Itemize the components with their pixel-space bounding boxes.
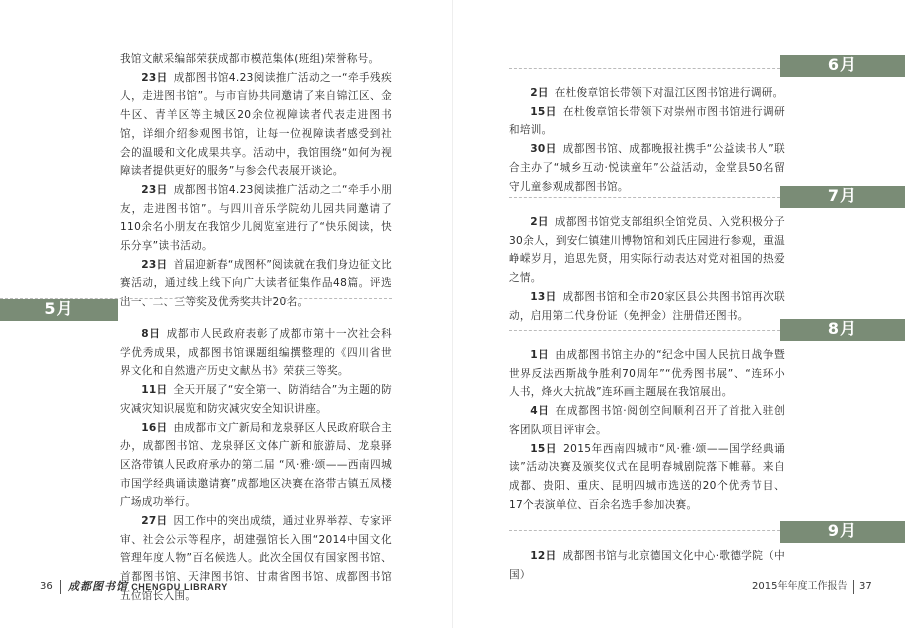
left-page-number: 36 — [40, 581, 53, 592]
entry-text: 在杜俊章馆长带领下对温江区图书馆进行调研。 — [554, 87, 784, 99]
month-tab-august: 8月 — [780, 319, 905, 341]
month-divider — [509, 530, 785, 532]
entry-date: 2日 — [530, 216, 549, 228]
june-section — [509, 84, 785, 196]
entry-text: 全天开展了“安全第一、防消结合”为主题的防灾减灾知识展览和防灾减灾安全知识讲座。 — [120, 384, 392, 415]
list-item — [509, 103, 785, 140]
entry-text: 在杜俊章馆长带领下对崇州市图书馆进行调研和培训。 — [509, 105, 785, 137]
list-item — [509, 84, 785, 103]
list-item — [120, 181, 392, 256]
entry-date: 15日 — [530, 105, 557, 118]
august-section — [509, 346, 785, 514]
month-tab-july: 7月 — [780, 186, 905, 208]
entry-text: 首届迎新春“成图杯”阅读就在我们身边征文比赛活动，通过线上线下向广大读者征集作品48篇。评选出一、二、三等奖及优秀奖共计20名。 — [120, 258, 392, 309]
list-item — [509, 346, 785, 402]
september-section — [509, 547, 785, 584]
list-item — [509, 402, 785, 439]
report-title: 2015年年度工作报告 — [752, 581, 848, 592]
list-item — [120, 325, 392, 381]
entry-text: 由成都市文广新局和龙泉驿区人民政府联合主办，成都图书馆、龙泉驿区文体广新和旅游局、龙泉驿区洛带镇人民政府承办的第二届 “风·雅·颂——西南四城市国学经典诵读邀请赛”成都地区决赛在洛带古镇五凤楼广场成功举行。 — [120, 421, 392, 509]
entry-text: 成都图书馆4.23阅读推广活动之一“牵手残疾人，走进图书馆”。与市盲协共同邀请了来自锦江区、金牛区、青羊区等主城区20余位视障读者代表走进图书馆，详细介绍参观图书馆，让每一位视障读者感受到社会的温暖和文化成果共享。活动中，我馆围绕“如何为视障读者提供更好的服务”与参会代表展开谈论。 — [120, 71, 392, 178]
entry-date: 27日 — [141, 515, 168, 528]
list-item — [509, 547, 785, 584]
month-divider — [509, 330, 785, 332]
list-item — [509, 213, 785, 288]
entry-date: 23日 — [141, 258, 168, 271]
entry-text: 2015年西南四城市“风·雅·颂——国学经典诵读”活动决赛及颁奖仪式在昆明春城剧院落下帷幕。来自成都、贵阳、重庆、昆明四城市选送的20个优秀节目、17个表演单位、百余名选手参加决赛。 — [509, 442, 785, 511]
list-item — [509, 140, 785, 196]
entry-text: 因工作中的突出成绩，通过业界举荐、专家评审、社会公示等程序，胡建强馆长入围“2014中国文化管理年度人物”百名候选人。此次全国仅有国家图书馆、首都图书馆、天津图书馆、甘肃省图书馆、成都图书馆五位馆长入围。 — [120, 515, 392, 602]
logo-chinese: 成都图书馆 — [68, 580, 128, 593]
entry-date: 11日 — [141, 384, 168, 397]
entry-date: 8日 — [141, 328, 161, 340]
entry-date: 13日 — [530, 290, 557, 303]
july-section — [509, 213, 785, 325]
list-item — [509, 440, 785, 515]
entry-text: 成都图书馆党支部组织全馆党员、入党积极分子30余人，到安仁镇建川博物馆和刘氏庄园进行参观，重温峥嵘岁月，追思先贤，用实际行动表达对党对祖国的热爱之情。 — [509, 216, 785, 285]
entry-text: 成都图书馆和全市20家区县公共图书馆再次联动，启用第二代身份证（免押金）注册借还图书。 — [509, 290, 785, 322]
month-divider — [509, 68, 785, 70]
entry-text: 成都图书馆、成都晚报社携手“公益读书人”联合主办了“城乡互动·悦读童年”公益活动，金堂县50名留守儿童参观成都图书馆。 — [509, 143, 785, 193]
month-tab-may: 5月 — [0, 299, 118, 321]
entry-date: 23日 — [141, 71, 168, 84]
entry-date: 23日 — [141, 183, 168, 196]
footer-divider — [853, 580, 854, 594]
may-section — [120, 325, 392, 606]
footer-divider — [60, 580, 61, 594]
logo-english: CHENGDU LIBRARY — [131, 582, 228, 592]
list-item — [509, 288, 785, 325]
right-page-number: 37 — [859, 581, 872, 592]
entry-text: 在成都图书馆·阅创空间顺利召开了首批入驻创客团队项目评审会。 — [509, 405, 785, 436]
entry-date: 1日 — [530, 349, 550, 361]
list-item — [120, 419, 392, 513]
entry-date: 15日 — [530, 442, 558, 455]
entry-text: 成都图书馆4.23阅读推广活动之二“牵手小朋友，走进图书馆”。与四川音乐学院幼儿园共同邀请了110余名小朋友在我馆少儿阅览室进行了“快乐阅读，快乐分享”读书活动。 — [120, 183, 392, 253]
entry-date: 2日 — [530, 87, 549, 99]
entry-date: 30日 — [530, 143, 557, 156]
entry-text: 由成都图书馆主办的“纪念中国人民抗日战争暨世界反法西斯战争胜利70周年”“优秀图书展”、“连环小人书，烽火大抗战”连环画主题展在我馆展出。 — [509, 349, 785, 399]
entry-date: 16日 — [141, 421, 168, 434]
entry-text: 成都市人民政府表彰了成都市第十一次社会科学优秀成果，成都图书馆课题组编撰整理的《四川省世界文化和自然遗产历史文献丛书》荣获三等奖。 — [120, 328, 392, 378]
list-item — [120, 69, 392, 181]
april-section — [120, 50, 392, 312]
intro-paragraph: 我馆文献采编部荣获成都市模范集体(班组)荣誉称号。 — [120, 53, 380, 65]
entry-date: 4日 — [530, 405, 550, 418]
list-item — [120, 256, 392, 312]
entry-date: 12日 — [530, 550, 557, 562]
month-divider — [509, 197, 785, 199]
month-tab-september: 9月 — [780, 521, 905, 543]
list-item — [120, 381, 392, 418]
library-logo — [68, 580, 228, 595]
entry-text: 成都图书馆与北京德国文化中心·歌德学院（中国） — [509, 550, 785, 581]
month-tab-june: 6月 — [780, 55, 905, 77]
